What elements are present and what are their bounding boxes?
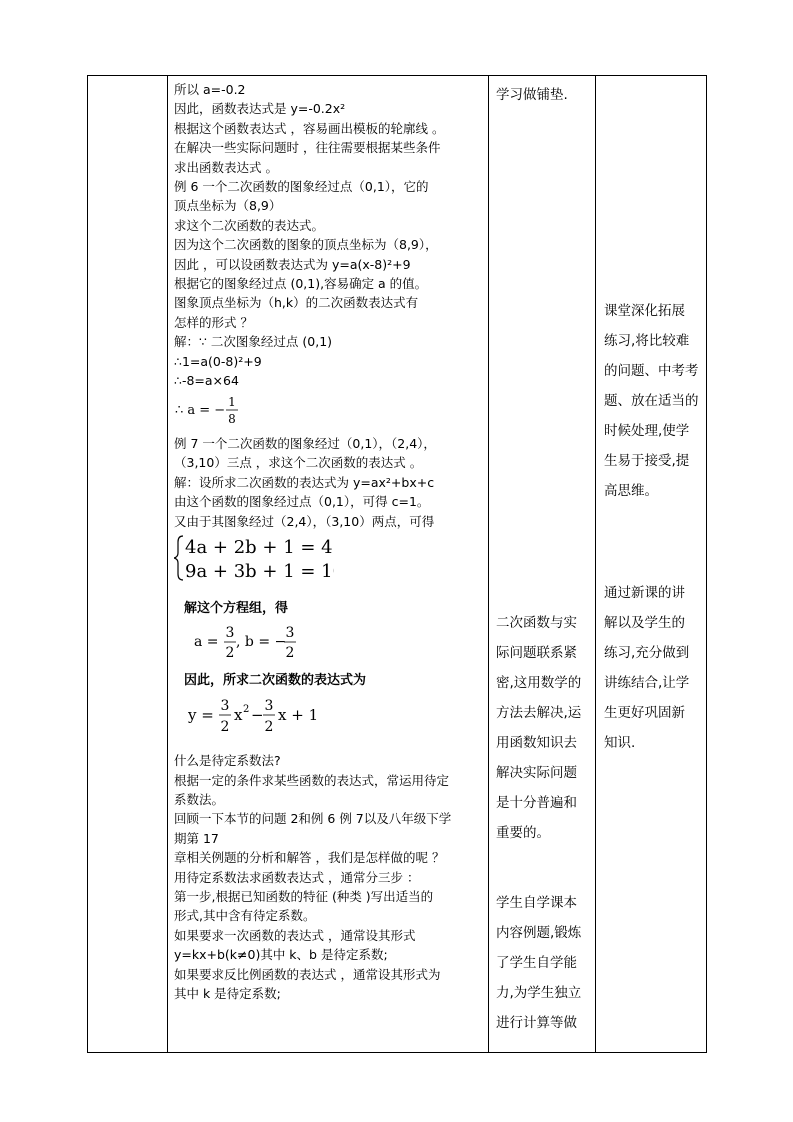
system-eq-1: 4a + 2b + 1 = 4 bbox=[185, 536, 333, 558]
text-line: 顶点坐标为（8,9） bbox=[174, 198, 282, 214]
text-line: 图象顶点坐标为（h,k）的二次函数表达式有 bbox=[174, 295, 419, 311]
note-block-3 bbox=[496, 888, 581, 1038]
text-line: 什么是待定系数法? bbox=[174, 753, 281, 769]
text-line: 由这个函数的图象经过点（0,1），可得 c=1。 bbox=[174, 494, 430, 510]
text-line: 因此，函数表达式是 y=-0.2x² bbox=[174, 101, 346, 117]
res-d1: 2 bbox=[220, 718, 230, 735]
intent-line: 题、放在适当的 bbox=[604, 393, 699, 409]
note-line: 学习做铺垫. bbox=[496, 87, 568, 103]
equation-system bbox=[174, 533, 492, 588]
intent-line: 解以及学生的 bbox=[604, 615, 685, 631]
res-minus: − bbox=[251, 705, 264, 724]
notes-column bbox=[490, 76, 600, 1052]
content-lines-2 bbox=[174, 434, 492, 531]
text-line: 用待定系数法求函数表达式 ，通常分三步 ： bbox=[174, 869, 420, 885]
text-line: 第一步,根据已知函数的特征 (种类 )写出适当的 bbox=[174, 889, 434, 904]
lesson-table bbox=[87, 75, 707, 1053]
equation-a-lhs: ∴ a = − bbox=[175, 402, 226, 418]
text-line: 根据这个函数表达式 ，容易画出模板的轮廓线 。 bbox=[174, 120, 445, 136]
res-n2: 3 bbox=[264, 697, 274, 714]
intent-line: 课堂深化拓展 bbox=[604, 303, 685, 319]
intent-line: 时候处理,使学 bbox=[604, 423, 690, 439]
text-line: ∴1=a(0-8)²+9 bbox=[174, 353, 262, 369]
sol-a-num: 3 bbox=[225, 625, 235, 642]
text-line: 所以 a=-0.2 bbox=[174, 82, 246, 97]
note-line: 了学生自学能 bbox=[496, 955, 577, 971]
intent-line: 练习,将比较难 bbox=[604, 333, 690, 349]
note-block-2 bbox=[496, 608, 581, 848]
note-line: 内容例题,锻炼 bbox=[496, 925, 582, 941]
note-line: 密,这用数学的 bbox=[496, 675, 582, 691]
intent-line: 生易于接受,提 bbox=[604, 453, 690, 469]
text-line: 如果要求反比例函数的表达式 ，通常设其形式为 bbox=[174, 966, 441, 982]
equation-a bbox=[174, 393, 492, 432]
text-line: 期第 17 bbox=[174, 830, 219, 846]
note-line: 进行计算等做 bbox=[496, 1015, 577, 1031]
sol-a-den: 2 bbox=[225, 645, 235, 662]
note-line: 重要的。 bbox=[496, 825, 550, 841]
text-line: 解：设所求二次函数的表达式为 y=ax²+bx+c bbox=[174, 474, 435, 490]
text-line: y=kx+b(k≠0)其中 k、b 是待定系数; bbox=[174, 947, 388, 963]
res-d2: 2 bbox=[264, 718, 274, 735]
note-line: 解决实际问题 bbox=[496, 765, 577, 781]
text-line: 例 7 一个二次函数的图象经过（0,1），（2,4）， bbox=[174, 435, 436, 451]
empty-first-column bbox=[88, 76, 167, 1052]
note-line: 用函数知识去 bbox=[496, 735, 577, 751]
text-line: 形式,其中含有待定系数。 bbox=[174, 908, 316, 924]
intent-block-1 bbox=[604, 296, 699, 506]
res-sq: 2 bbox=[243, 703, 250, 715]
solution-equation bbox=[174, 622, 492, 667]
text-line: ∴-8=a×64 bbox=[174, 373, 239, 389]
text-line: 因为这个二次函数的图象的顶点坐标为（8,9）， bbox=[174, 237, 438, 253]
result-text: 因此，所求二次函数的表达式为 bbox=[184, 672, 367, 688]
text-line: 根据一定的条件求某些函数的表达式，常运用待定 bbox=[174, 772, 450, 788]
note-line: 是十分普遍和 bbox=[496, 795, 577, 811]
content-lines-3 bbox=[174, 751, 492, 1003]
intent-line: 知识. bbox=[604, 735, 636, 751]
res-lhs: y = bbox=[188, 705, 214, 724]
note-line: 学生自学课本 bbox=[496, 895, 577, 911]
text-line: 章相关例题的分析和解答 ，我们是怎样做的呢 ？ bbox=[174, 850, 445, 866]
intent-block-2 bbox=[604, 578, 689, 758]
solve-text: 解这个方程组，得 bbox=[184, 601, 289, 617]
sol-a-lhs: a = bbox=[194, 634, 219, 651]
intent-line: 讲练结合,让学 bbox=[604, 675, 690, 691]
text-line: 回顾一下本节的问题 2和例 6 例 7以及八年级下学 bbox=[174, 811, 452, 827]
text-line: 如果要求一次函数的表达式 ，通常设其形式 bbox=[174, 927, 416, 943]
text-line: 求这个二次函数的表达式。 bbox=[174, 217, 325, 233]
note-block-1 bbox=[496, 80, 568, 110]
text-line: 根据它的图象经过点 (0,1),容易确定 a 的值。 bbox=[174, 276, 428, 292]
equation-a-den: 8 bbox=[228, 411, 236, 426]
text-line: 在解决一些实际问题时 ，往往需要根据某些条件 bbox=[174, 140, 441, 156]
sol-b-den: 2 bbox=[285, 645, 295, 662]
text-line: 例 6 一个二次函数的图象经过点（0,1），它的 bbox=[174, 179, 429, 195]
note-line: 际问题联系紧 bbox=[496, 645, 577, 661]
sol-b-num: 3 bbox=[285, 625, 295, 642]
note-line: 方法去解决,运 bbox=[496, 705, 582, 721]
text-line: 其中 k 是待定系数; bbox=[174, 986, 281, 1002]
text-line: 求出函数表达式 。 bbox=[174, 159, 278, 175]
text-line: （3,10）三点 ，求这个二次函数的表达式 。 bbox=[174, 455, 423, 471]
text-line: 又由于其图象经过（2,4），（3,10）两点，可得 bbox=[174, 513, 435, 529]
text-line: 因此 ，可以设函数表达式为 y=a(x-8)²+9 bbox=[174, 256, 411, 272]
intent-line: 练习,充分做到 bbox=[604, 645, 690, 661]
text-line: 解：∵ 二次图象经过点 (0,1) bbox=[174, 334, 333, 350]
note-line: 力,为学生独立 bbox=[496, 985, 582, 1001]
content-lines-1 bbox=[174, 80, 492, 391]
text-line: 系数法。 bbox=[174, 791, 225, 807]
intent-line: 生更好巩固新 bbox=[604, 705, 685, 721]
sol-b-lhs: , b = − bbox=[236, 634, 287, 651]
res-n1: 3 bbox=[220, 697, 230, 714]
intent-column bbox=[598, 76, 712, 1052]
res-x2: x bbox=[234, 705, 243, 724]
equation-a-num: 1 bbox=[228, 394, 236, 409]
note-line: 二次函数与实 bbox=[496, 615, 577, 631]
intent-line: 的问题、中考考 bbox=[604, 363, 699, 379]
intent-line: 高思维。 bbox=[604, 483, 658, 499]
content-column bbox=[168, 76, 492, 1052]
res-tail: x + 1 bbox=[278, 705, 318, 724]
text-line: 怎样的形式 ？ bbox=[174, 314, 253, 330]
result-equation bbox=[174, 694, 492, 743]
intent-line: 通过新课的讲 bbox=[604, 585, 685, 601]
system-eq-2: 9a + 3b + 1 = 10 bbox=[185, 560, 334, 582]
